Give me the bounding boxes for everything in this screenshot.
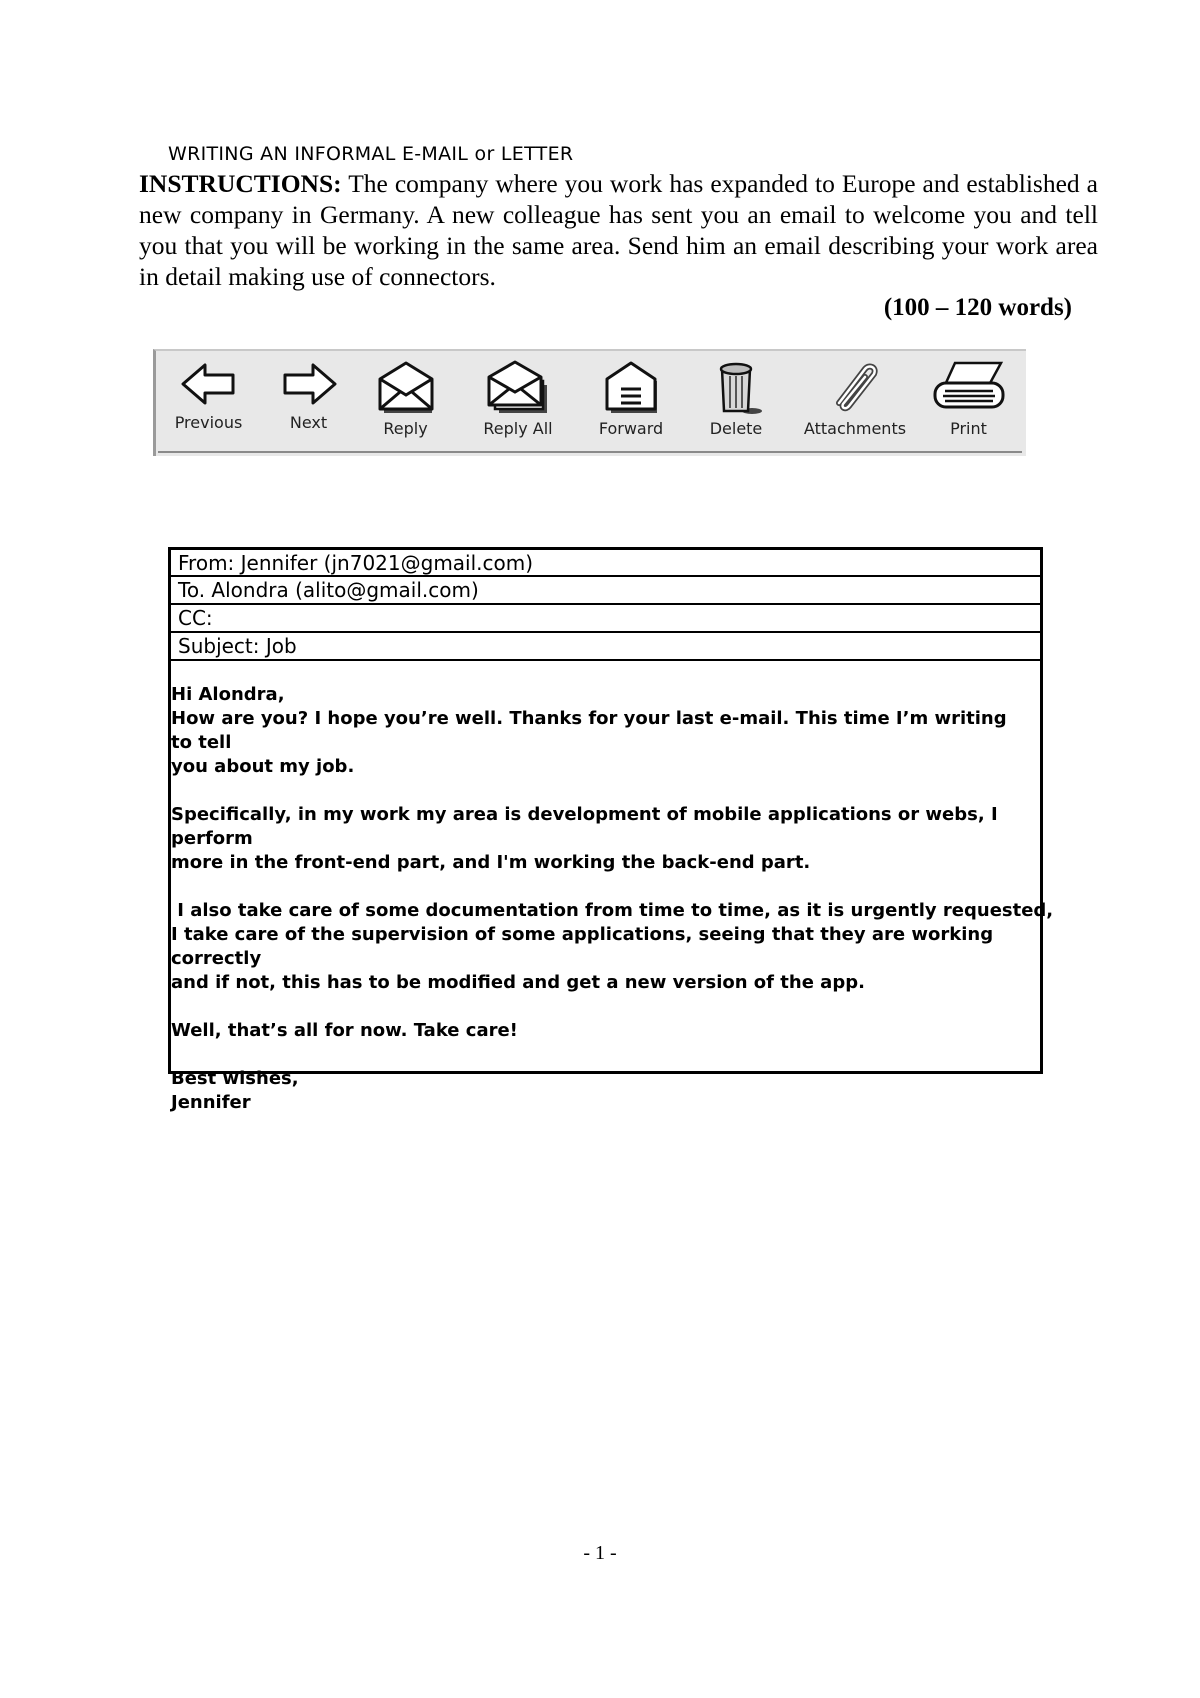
print-label: Print (950, 419, 987, 438)
email-paragraph (171, 899, 1054, 995)
email-paragraph (171, 1019, 1030, 1043)
instructions-label: INSTRUCTIONS: (139, 169, 342, 198)
reply-button[interactable] (368, 359, 443, 449)
delete-button[interactable] (696, 359, 776, 449)
page-number: - 1 - (583, 1542, 617, 1564)
reply-all-label: Reply All (483, 419, 553, 438)
email-line: and if not, this has to be modified and get a new version of the app. (171, 972, 865, 993)
previous-label: Previous (174, 413, 243, 432)
email-from-field[interactable]: From: Jennifer (jn7021@gmail.com) (171, 550, 1040, 577)
delete-label: Delete (709, 419, 763, 438)
email-line: How are you? I hope you’re well. Thanks for your last e-mail. This time I’m writing to tell (171, 708, 1007, 753)
reply-label: Reply (383, 419, 428, 438)
attachments-button[interactable] (796, 359, 914, 449)
email-signature-block (171, 1067, 1030, 1115)
forward-envelope-icon (601, 359, 661, 415)
trash-can-icon (706, 359, 766, 415)
email-line: I also take care of some documentation from time to time, as it is urgently requested, (171, 900, 1054, 921)
toolbar-baseline (158, 451, 1022, 453)
email-line: more in the front-end part, and I'm working the back-end part. (171, 852, 811, 873)
reply-all-button[interactable] (468, 359, 568, 449)
printer-icon (931, 359, 1007, 415)
envelope-icon (376, 359, 436, 415)
arrow-right-icon (279, 359, 339, 409)
email-closing-line: Well, that’s all for now. Take care! (171, 1020, 518, 1041)
email-to-field[interactable]: To. Alondra (alito@gmail.com) (171, 577, 1040, 605)
next-button[interactable] (271, 359, 346, 449)
envelopes-icon (485, 359, 551, 415)
email-line: you about my job. (171, 756, 355, 777)
arrow-left-icon (179, 359, 239, 409)
email-toolbar (153, 349, 1026, 456)
email-greeting: Hi Alondra, (171, 684, 285, 705)
attachments-label: Attachments (803, 419, 907, 438)
next-label: Next (289, 413, 328, 432)
email-paragraph (171, 683, 1030, 779)
email-paragraph (171, 803, 1030, 875)
instructions-paragraph (139, 168, 1098, 292)
email-signature: Jennifer (171, 1092, 251, 1113)
previous-button[interactable] (166, 359, 251, 449)
email-body[interactable] (171, 661, 1054, 1115)
forward-label: Forward (598, 419, 664, 438)
document-heading: WRITING AN INFORMAL E-MAIL or LETTER (168, 143, 574, 165)
email-line: Specifically, in my work my area is development of mobile applications or webs, I perform (171, 804, 998, 849)
word-count-note: (100 – 120 words) (883, 294, 1072, 321)
print-button[interactable] (926, 359, 1011, 449)
email-line: I take care of the supervision of some applications, seeing that they are working correctly (171, 924, 994, 969)
forward-button[interactable] (586, 359, 676, 449)
email-subject-field[interactable]: Subject: Job (171, 633, 1040, 661)
paperclip-icon (825, 359, 885, 415)
email-signoff: Best wishes, (171, 1068, 299, 1089)
instructions-text: The company where you work has expanded to Europe and established a new company in Germany. A new colleague has sent you an email to welcome you and tell you that you will be working in the same area. Send him an email describing your work area in detail making use of connectors. (139, 169, 1098, 291)
email-message (168, 547, 1054, 1113)
email-cc-field[interactable]: CC: (171, 605, 1040, 633)
